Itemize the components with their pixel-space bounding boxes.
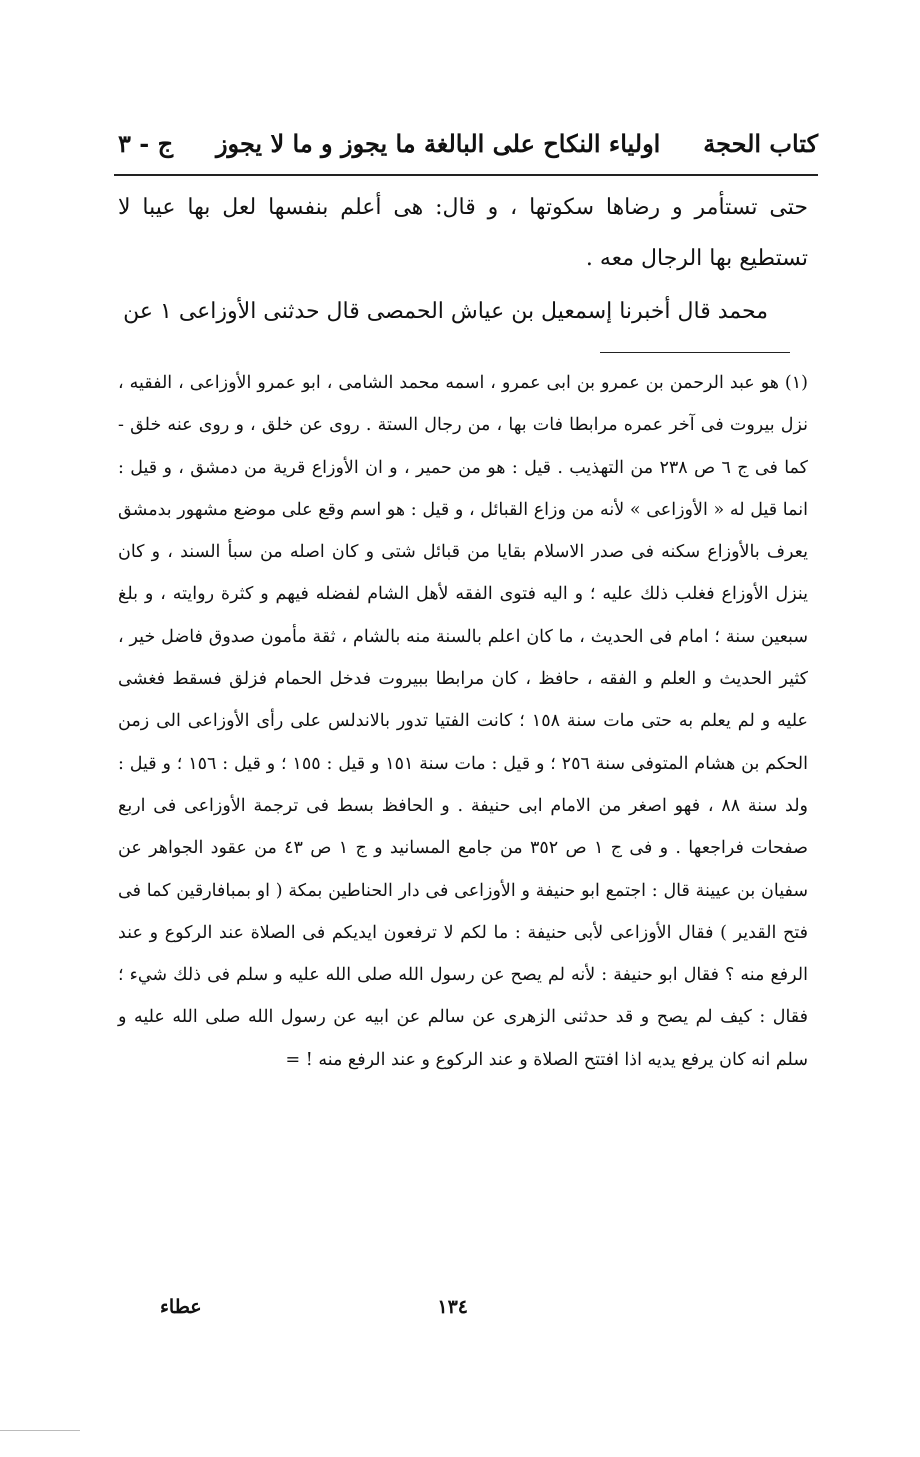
volume-number: ج - ٣ <box>118 128 174 158</box>
header-rule <box>114 174 818 176</box>
page-number: ١٣٤ <box>437 1296 468 1318</box>
printer-signature: عطاء <box>160 1296 202 1318</box>
main-text <box>118 182 808 337</box>
main-paragraph-2: محمد قال أخبرنا إسمعيل بن عياش الحمصى قال حدثنى الأوزاعى ١ عن <box>123 299 768 324</box>
page-footer <box>118 1296 808 1336</box>
main-paragraph-1: حتى تستأمر و رضاها سكوتها ، و قال: هى أعلم بنفسها لعل بها عيبا لا تستطيع بها الرجال معه . <box>118 195 808 271</box>
footnote-text: (١) هو عبد الرحمن بن عمرو بن ابى عمرو ، اسمه محمد الشامى ، ابو عمرو الأوزاعى ، الفقيه ، نزل بيروت فى آخر عمره مرابطا فات بها ، من رجال الستة . روى عن خلق ، و روى عنه خلق - كما فى ج ٦ ص ٢٣٨ من التهذيب . قيل : هو من حمير ، و ان الأوزاع قرية من دمشق ، و قيل : انما قيل له « الأوزاعى » لأنه من وزاع القبائل ، و قيل : هو اسم وقع على موضع مشهور بدمشق يعرف بالأوزاع سكنه فى صدر الاسلام بقايا من قبائل شتى و كان اصله من سبأ السند ، و كان ينزل الأوزاع فغلب ذلك عليه ؛ و اليه فتوى الفقه لأهل الشام لفضله فيهم و كثرة روايته ، و بلغ سبعين سنة ؛ امام فى الحديث ، ما كان اعلم بالسنة منه بالشام ، ثقة مأمون صدوق فاضل خير ، كثير الحديث و العلم و الفقه ، حافظ ، كان مرابطا ببيروت فدخل الحمام فزلق فسقط فغشى عليه و لم يعلم به حتى مات سنة ١٥٨ ؛ كانت الفتيا تدور بالاندلس على رأى الأوزاعى الى زمن الحكم بن هشام المتوفى سنة ٢٥٦ ؛ و قيل : مات سنة ١٥١ و قيل : ١٥٥ ؛ و قيل : ١٥٦ ؛ و قيل : ولد سنة ٨٨ ، فهو اصغر من الامام ابى حنيفة . و الحافظ بسط فى ترجمة الأوزاعى فى اربع صفحات فراجعها . و فى ج ١ ص ٣٥٢ من جامع المسانيد و ج ١ ص ٤٣ من عقود الجواهر عن سفيان بن عيينة قال : اجتمع ابو حنيفة و الأوزاعى فى دار الحناطين بمكة ( او بمبافارقين كما فى فتح القدير ) فقال الأوزاعى لأبى حنيفة : ما لكم لا ترفعون ايديكم فى الصلاة عند الركوع و عند الرفع منه ؟ فقال ابو حنيفة : لأنه لم يصح عن رسول الله صلى الله عليه و سلم فى ذلك شيء ؛ فقال : كيف لم يصح و قد حدثنى الزهرى عن سالم عن ابيه عن رسول الله صلى الله عليه و سلم انه كان يرفع يديه اذا افتتح الصلاة و عند الركوع و عند الرفع منه ! = <box>118 373 808 1070</box>
footnote-separator <box>600 352 790 353</box>
running-header <box>118 118 818 168</box>
footnote <box>118 362 808 1081</box>
chapter-title: اولياء النكاح على البالغة ما يجوز و ما لا يجوز <box>215 128 661 158</box>
book-title: كتاب الحجة <box>703 128 818 158</box>
scan-edge-line <box>0 1430 80 1431</box>
